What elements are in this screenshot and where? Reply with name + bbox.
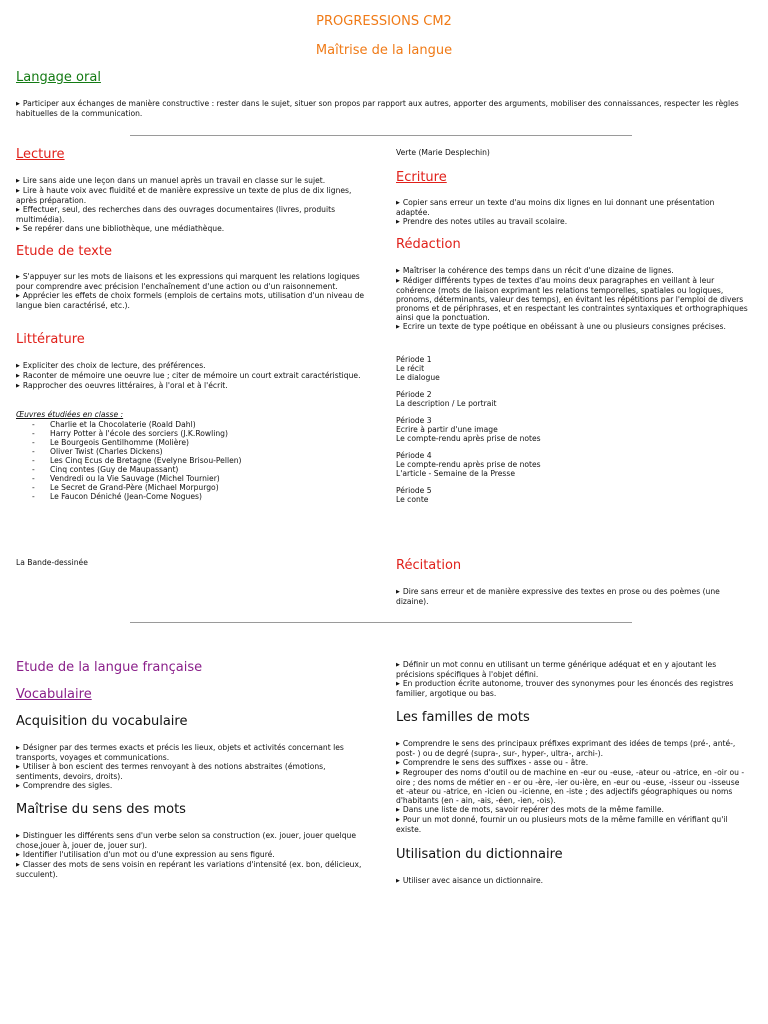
list-item: - Oliver Twist (Charles Dickens) [16, 447, 368, 456]
list-item: ▶ Prendre des notes utiles au travail scolaire. [396, 217, 748, 227]
heading-acquisition: Acquisition du vocabulaire [16, 714, 188, 729]
list-item: ▶ Identifier l'utilisation d'un mot ou d'une expression au sens figuré. [16, 850, 368, 860]
list-item: - Les Cinq Ecus de Bretagne (Evelyne Brisou-Pellen) [16, 456, 368, 465]
verte-book: Verte (Marie Desplechin) [396, 148, 490, 157]
vocab-right-top [396, 660, 748, 698]
ecriture-text [396, 198, 748, 227]
list-item: ▶ Lire à haute voix avec fluidité et de manière expressive un texte de plus de dix lignes, après préparation. [16, 186, 368, 205]
recitation-text [396, 587, 748, 606]
periode-label: Période 2 [396, 390, 432, 399]
heading-ecriture: Ecriture [396, 170, 447, 185]
list-item: ▶ Apprécier les effets de choix formels (emplois de certains mots, utilisation d'un niveau de langue bien caractérisé, etc.). [16, 291, 368, 310]
list-item: ▶ Dire sans erreur et de manière expressive des textes en prose ou des poèmes (une dizaine). [396, 587, 748, 606]
redaction-text [396, 266, 748, 332]
periode-line: Le compte-rendu après prise de notes [396, 434, 541, 443]
periode-5 [396, 486, 748, 504]
list-item: ▶ Distinguer les différents sens d'un verbe selon sa construction (ex. jouer, jouer quelque chose,jouer à, jouer de, jouer sur). [16, 831, 368, 850]
list-item: ▶ S'appuyer sur les mots de liaisons et les expressions qui marquent les relations logiques pour comprendre avec précision l'enchaînement d'une action ou d'un raisonnement. [16, 272, 368, 291]
works-label: Œuvres étudiées en classe : [16, 410, 124, 419]
periode-line: Le récit [396, 364, 425, 373]
heading-dictionnaire: Utilisation du dictionnaire [396, 847, 563, 862]
list-item: ▶ Désigner par des termes exacts et précis les lieux, objets et activités concernant les transports, voyages et communications. [16, 743, 368, 762]
list-item: ▶ Dans une liste de mots, savoir repérer des mots de la même famille. [396, 805, 748, 815]
periodes [396, 355, 748, 504]
list-item: - Cinq contes (Guy de Maupassant) [16, 465, 368, 474]
periode-line: Le conte [396, 495, 429, 504]
periode-line: La description / Le portrait [396, 399, 497, 408]
works-list [16, 420, 368, 501]
periode-line: Le dialogue [396, 373, 440, 382]
list-item: - Le Bourgeois Gentilhomme (Molière) [16, 438, 368, 447]
periode-line: Le compte-rendu après prise de notes [396, 460, 541, 469]
list-item: ▶ Regrouper des noms d'outil ou de machine en -eur ou -euse, -ateur ou -atrice, en -oir ou -oire ; des noms de métier en - er ou -ère, -ier ou-ière, en -eur ou -euse, -isseur ou -isseuse et -ateur ou -atrice, en -icien ou -icienne, en -iste ; des adjectifs géographiques ou noms d'habitants (en - ain, -ais, -éen, -ien, -ois). [396, 768, 748, 805]
list-item: ▶ Se repérer dans une bibliothèque, une médiathèque. [16, 224, 368, 234]
list-item: ▶ Utiliser avec aisance un dictionnaire. [396, 876, 748, 886]
acquisition-text [16, 743, 368, 791]
periode-2 [396, 390, 748, 408]
list-item: ▶ Expliciter des choix de lecture, des préférences. [16, 361, 368, 371]
bande-dessinee: La Bande-dessinée [16, 558, 88, 567]
dictionnaire-text [396, 876, 748, 886]
periode-line: L'article - Semaine de la Presse [396, 469, 515, 478]
heading-litterature: Littérature [16, 332, 85, 347]
heading-maitrise: Maîtrise du sens des mots [16, 802, 186, 817]
list-item: ▶ Rédiger différents types de textes d'au moins deux paragraphes en veillant à leur cohérence (mots de liaison exprimant les relations temporelles, spatiales ou logiques, pronoms, déterminants, valeur des temps), en évitant les répétitions par l'emploi de divers pronoms et de périphrases, et en respectant les contraintes syntaxiques et orthographiques ainsi que la ponctuation. [396, 276, 748, 322]
langage-oral-text [16, 99, 751, 118]
list-item: - Vendredi ou la Vie Sauvage (Michel Tournier) [16, 474, 368, 483]
periode-3 [396, 416, 748, 443]
list-item: ▶ Raconter de mémoire une oeuvre lue ; citer de mémoire un court extrait caractéristique. [16, 371, 368, 381]
periode-label: Période 1 [396, 355, 432, 364]
lecture-text [16, 176, 368, 234]
heading-langage-oral: Langage oral [16, 70, 101, 85]
list-item: ▶ Classer des mots de sens voisin en repérant les variations d'intensité (ex. bon, délicieux, succulent). [16, 860, 368, 879]
list-item: ▶ Comprendre le sens des principaux préfixes exprimant des idées de temps (pré-, anté-, post- ) ou de degré (supra-, sur-, hyper-, ultra-, archi-). [396, 739, 748, 758]
periode-label: Période 5 [396, 486, 432, 495]
periode-1 [396, 355, 748, 382]
etude-texte-text [16, 272, 368, 310]
list-item: ▶ Ecrire un texte de type poétique en obéissant à une ou plusieurs consignes précises. [396, 322, 748, 332]
list-item: ▶ En production écrite autonome, trouver des synonymes pour les énoncés des registres familier, argotique ou bas. [396, 679, 748, 698]
divider [130, 622, 632, 623]
list-item: - Le Secret de Grand-Père (Michael Morpurgo) [16, 483, 368, 492]
list-item: ▶ Définir un mot connu en utilisant un terme générique adéquat et en y ajoutant les précisions spécifiques à l'objet défini. [396, 660, 748, 679]
familles-text [396, 739, 748, 834]
heading-familles: Les familles de mots [396, 710, 530, 725]
list-item: - Le Faucon Déniché (Jean-Come Nogues) [16, 492, 368, 501]
page-subtitle: Maîtrise de la langue [315, 43, 453, 58]
list-item: - Harry Potter à l'école des sorciers (J.K.Rowling) [16, 429, 368, 438]
periode-label: Période 3 [396, 416, 432, 425]
periode-label: Période 4 [396, 451, 432, 460]
heading-lecture: Lecture [16, 147, 65, 162]
list-item: ▶ Comprendre des sigles. [16, 781, 368, 791]
heading-redaction: Rédaction [396, 237, 461, 252]
list-item: ▶ Participer aux échanges de manière constructive : rester dans le sujet, situer son propos par rapport aux autres, apporter des arguments, mobiliser des connaissances, respecter les règles habituelles de la communication. [16, 99, 751, 118]
list-item: ▶ Comprendre le sens des suffixes - asse ou - âtre. [396, 758, 748, 768]
list-item: ▶ Rapprocher des oeuvres littéraires, à l'oral et à l'écrit. [16, 381, 368, 391]
list-item: ▶ Maîtriser la cohérence des temps dans un récit d'une dizaine de lignes. [396, 266, 748, 276]
periode-4 [396, 451, 748, 478]
list-item: ▶ Copier sans erreur un texte d'au moins dix lignes en lui donnant une présentation adaptée. [396, 198, 748, 217]
litterature-text [16, 361, 368, 391]
periode-line: Ecrire à partir d'une image [396, 425, 498, 434]
list-item: - Charlie et la Chocolaterie (Roald Dahl) [16, 420, 368, 429]
maitrise-text [16, 831, 368, 879]
list-item: ▶ Effectuer, seul, des recherches dans des ouvrages documentaires (livres, produits multimédia). [16, 205, 368, 224]
list-item: ▶ Utiliser à bon escient des termes renvoyant à des notions abstraites (émotions, sentiments, devoirs, droits). [16, 762, 368, 781]
divider [130, 135, 632, 136]
heading-vocabulaire: Vocabulaire [16, 687, 92, 702]
heading-etude-texte: Etude de texte [16, 244, 112, 259]
list-item: ▶ Pour un mot donné, fournir un ou plusieurs mots de la même famille en vérifiant qu'il existe. [396, 815, 748, 834]
heading-etude-langue: Etude de la langue française [16, 660, 203, 675]
list-item: ▶ Lire sans aide une leçon dans un manuel après un travail en classe sur le sujet. [16, 176, 368, 186]
page-title: PROGRESSIONS CM2 [316, 14, 452, 29]
heading-recitation: Récitation [396, 558, 462, 573]
